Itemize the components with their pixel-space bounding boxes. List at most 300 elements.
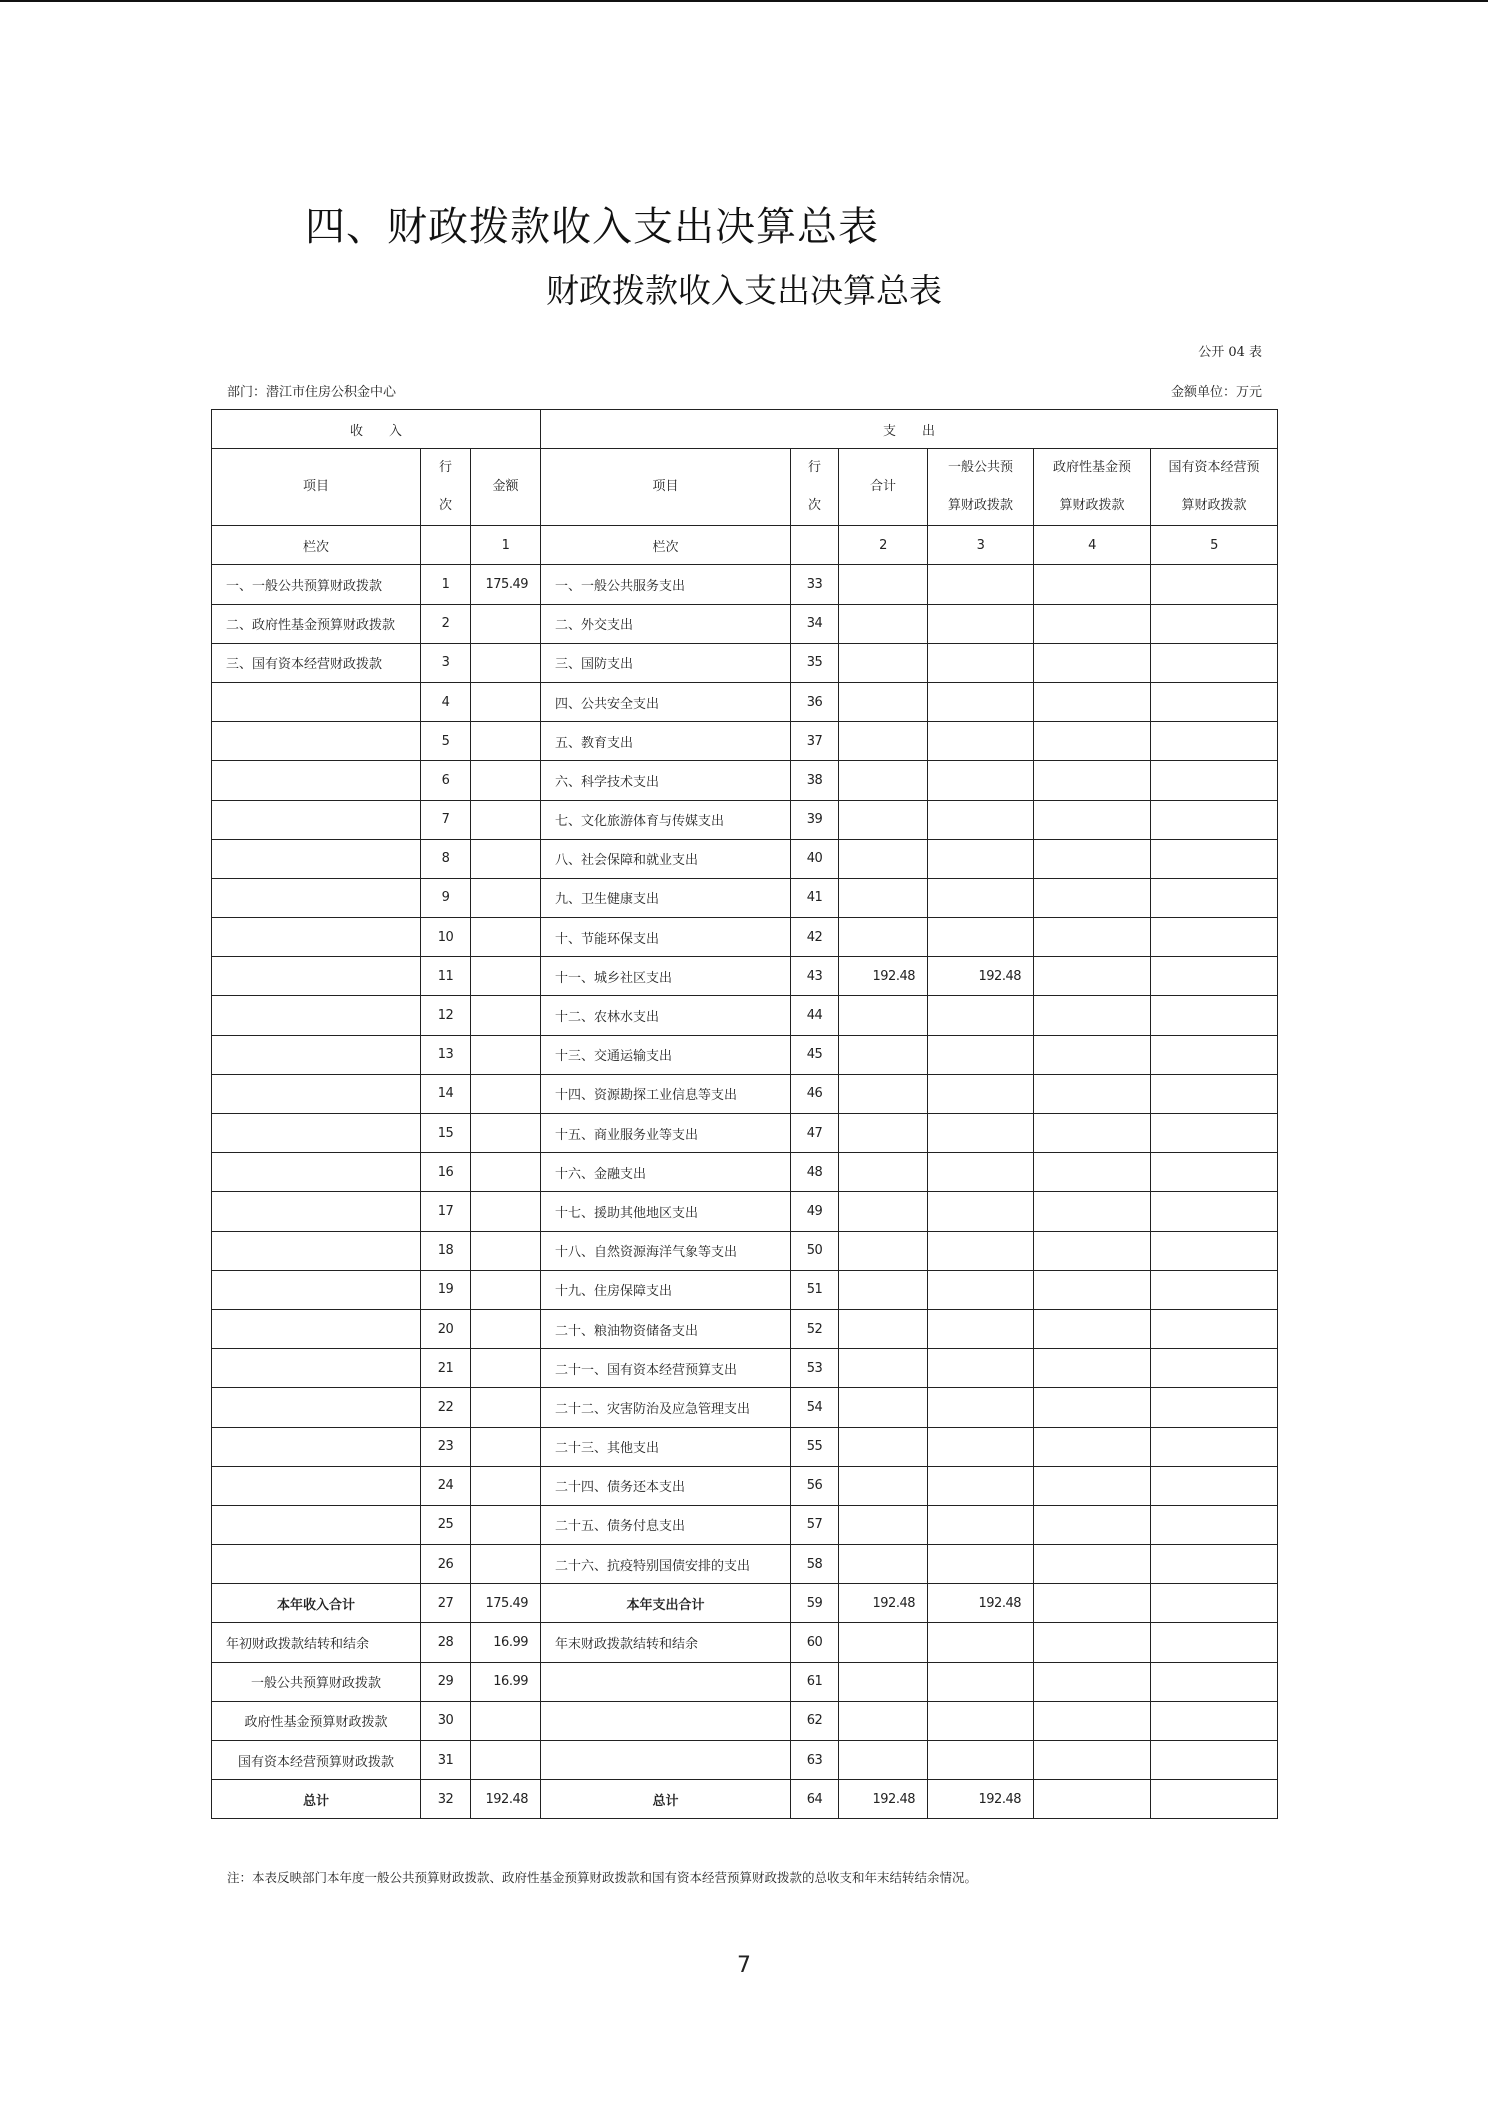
table-row xyxy=(212,565,1278,604)
grand-total-c4 xyxy=(1034,1780,1151,1819)
income-row-no: 14 xyxy=(421,1074,471,1113)
expense-item: 九、卫生健康支出 xyxy=(541,878,791,917)
table-row xyxy=(212,643,1278,682)
income-row-no: 12 xyxy=(421,996,471,1035)
income-header: 收 入 xyxy=(212,410,541,449)
expense-soe xyxy=(1151,565,1278,604)
unit-label: 金额单位：万元 xyxy=(1170,385,1262,400)
carry-income-row-no: 29 xyxy=(421,1662,471,1701)
expense-fund xyxy=(1034,1427,1151,1466)
expense-row-no: 40 xyxy=(791,839,839,878)
carry-expense-c2 xyxy=(839,1623,928,1662)
expense-total-header: 合计 xyxy=(839,449,928,526)
expense-general xyxy=(928,722,1034,761)
expense-item: 十、节能环保支出 xyxy=(541,918,791,957)
table-note: 注：本表反映部门本年度一般公共预算财政拨款、政府性基金预算财政拨款和国有资本经营预算财政拨款的总收支和年末结转结余情况。 xyxy=(227,1870,978,1885)
table-row xyxy=(212,1074,1278,1113)
income-item: 一、一般公共预算财政拨款 xyxy=(212,565,421,604)
table-title-text: 财政拨款收入支出决算总表 xyxy=(546,271,942,310)
grand-total-expense-row-no: 64 xyxy=(791,1780,839,1819)
expense-item: 一、一般公共服务支出 xyxy=(541,565,791,604)
expense-row-no: 53 xyxy=(791,1349,839,1388)
expense-total-c3: 192.48 xyxy=(928,1584,1034,1623)
income-total-row-no: 27 xyxy=(421,1584,471,1623)
expense-row-no: 44 xyxy=(791,996,839,1035)
carry-income-amount: 16.99 xyxy=(471,1623,541,1662)
grand-total-income-amount: 192.48 xyxy=(471,1780,541,1819)
soe-top: 国有资本经营预 xyxy=(1168,460,1260,476)
table-row xyxy=(212,1505,1278,1544)
expense-item-header: 项目 xyxy=(541,449,791,526)
section-title: 四、财政拨款收入支出决算总表 xyxy=(305,204,879,250)
income-item: 三、国有资本经营财政拨款 xyxy=(212,643,421,682)
expense-row-no: 58 xyxy=(791,1545,839,1584)
expense-total xyxy=(839,761,928,800)
expense-soe xyxy=(1151,1270,1278,1309)
table-row xyxy=(212,1427,1278,1466)
expense-general: 192.48 xyxy=(928,957,1034,996)
income-item xyxy=(212,839,421,878)
expense-row-no: 38 xyxy=(791,761,839,800)
table-row xyxy=(212,761,1278,800)
expense-row-no: 34 xyxy=(791,604,839,643)
income-item xyxy=(212,1505,421,1544)
income-row-no: 13 xyxy=(421,1035,471,1074)
carry-income-item: 年初财政拨款结转和结余 xyxy=(212,1623,421,1662)
expense-item: 十一、城乡社区支出 xyxy=(541,957,791,996)
income-item xyxy=(212,1074,421,1113)
expense-total xyxy=(839,722,928,761)
expense-soe xyxy=(1151,1231,1278,1270)
expense-row-no: 55 xyxy=(791,1427,839,1466)
income-item xyxy=(212,1114,421,1153)
income-amount xyxy=(471,682,541,721)
income-row-no: 2 xyxy=(421,604,471,643)
fund-budget-header xyxy=(1034,449,1151,526)
income-item xyxy=(212,1192,421,1231)
carry-income-amount xyxy=(471,1741,541,1780)
expense-item: 十八、自然资源海洋气象等支出 xyxy=(541,1231,791,1270)
row-no-top: 行 xyxy=(438,460,452,476)
expense-total xyxy=(839,1309,928,1348)
expense-item: 二十五、债务付息支出 xyxy=(541,1505,791,1544)
expense-fund xyxy=(1034,1466,1151,1505)
income-row-no: 1 xyxy=(421,565,471,604)
expense-item: 二十、粮油物资储备支出 xyxy=(541,1309,791,1348)
income-item xyxy=(212,996,421,1035)
expense-item: 二十三、其他支出 xyxy=(541,1427,791,1466)
expense-general xyxy=(928,878,1034,917)
expense-general xyxy=(928,918,1034,957)
expense-row-no: 37 xyxy=(791,722,839,761)
expense-total xyxy=(839,918,928,957)
expense-soe xyxy=(1151,1035,1278,1074)
expense-total xyxy=(839,643,928,682)
grand-total-c3: 192.48 xyxy=(928,1780,1034,1819)
expense-general xyxy=(928,682,1034,721)
carry-expense-item xyxy=(541,1662,791,1701)
expense-general xyxy=(928,1035,1034,1074)
expense-general xyxy=(928,996,1034,1035)
table-row xyxy=(212,682,1278,721)
carry-expense-c5 xyxy=(1151,1701,1278,1740)
income-amount xyxy=(471,1388,541,1427)
income-amount xyxy=(471,604,541,643)
carry-expense-c3 xyxy=(928,1741,1034,1780)
expense-total xyxy=(839,1427,928,1466)
expense-soe xyxy=(1151,1427,1278,1466)
expense-soe xyxy=(1151,761,1278,800)
carry-expense-c4 xyxy=(1034,1701,1151,1740)
expense-total xyxy=(839,682,928,721)
income-amount xyxy=(471,1309,541,1348)
table-row xyxy=(212,1584,1278,1623)
expense-item: 二十四、债务还本支出 xyxy=(541,1466,791,1505)
expense-general xyxy=(928,1309,1034,1348)
expense-fund xyxy=(1034,918,1151,957)
row-no-bottom: 次 xyxy=(438,498,452,514)
table-row xyxy=(212,1545,1278,1584)
expense-row-no: 33 xyxy=(791,565,839,604)
income-row-no: 6 xyxy=(421,761,471,800)
expense-general xyxy=(928,565,1034,604)
expense-total xyxy=(839,1349,928,1388)
income-amount: 175.49 xyxy=(471,565,541,604)
carry-expense-item xyxy=(541,1701,791,1740)
expense-total-c5 xyxy=(1151,1584,1278,1623)
table-row xyxy=(212,839,1278,878)
expense-general xyxy=(928,761,1034,800)
income-amount-header: 金额 xyxy=(471,449,541,526)
income-amount xyxy=(471,1349,541,1388)
expense-soe xyxy=(1151,1153,1278,1192)
table-row xyxy=(212,1466,1278,1505)
income-row-no: 17 xyxy=(421,1192,471,1231)
table-row xyxy=(212,1780,1278,1819)
expense-total xyxy=(839,800,928,839)
expense-fund xyxy=(1034,1114,1151,1153)
expense-fund xyxy=(1034,1349,1151,1388)
table-row xyxy=(212,918,1278,957)
expense-item: 十四、资源勘探工业信息等支出 xyxy=(541,1074,791,1113)
expense-row-no: 57 xyxy=(791,1505,839,1544)
carry-expense-c2 xyxy=(839,1701,928,1740)
expense-fund xyxy=(1034,1388,1151,1427)
expense-header: 支 出 xyxy=(541,410,1278,449)
income-row-no: 26 xyxy=(421,1545,471,1584)
income-amount xyxy=(471,1545,541,1584)
expense-row-no: 52 xyxy=(791,1309,839,1348)
expense-fund xyxy=(1034,1545,1151,1584)
col-index-5: 5 xyxy=(1151,526,1278,565)
income-row-no: 5 xyxy=(421,722,471,761)
grand-total-c5 xyxy=(1151,1780,1278,1819)
expense-soe xyxy=(1151,722,1278,761)
expense-fund xyxy=(1034,604,1151,643)
expense-fund xyxy=(1034,1153,1151,1192)
income-amount xyxy=(471,1192,541,1231)
expense-row-no: 46 xyxy=(791,1074,839,1113)
expense-total xyxy=(839,1466,928,1505)
expense-fund xyxy=(1034,565,1151,604)
income-amount xyxy=(471,1074,541,1113)
carry-expense-c4 xyxy=(1034,1623,1151,1662)
expense-fund xyxy=(1034,722,1151,761)
expense-row-no: 39 xyxy=(791,800,839,839)
expense-general xyxy=(928,1270,1034,1309)
carry-expense-row-no: 61 xyxy=(791,1662,839,1701)
expense-row-no: 35 xyxy=(791,643,839,682)
expense-soe xyxy=(1151,1074,1278,1113)
expense-item: 五、教育支出 xyxy=(541,722,791,761)
expense-soe xyxy=(1151,604,1278,643)
expense-total-row-no: 59 xyxy=(791,1584,839,1623)
expense-row-no-header xyxy=(791,449,839,526)
expense-general xyxy=(928,839,1034,878)
table-row xyxy=(212,604,1278,643)
income-amount xyxy=(471,1231,541,1270)
income-amount xyxy=(471,643,541,682)
expense-soe xyxy=(1151,878,1278,917)
expense-fund xyxy=(1034,839,1151,878)
soe-budget-header xyxy=(1151,449,1278,526)
income-row-no: 21 xyxy=(421,1349,471,1388)
income-amount xyxy=(471,1270,541,1309)
expense-total xyxy=(839,604,928,643)
income-amount xyxy=(471,1427,541,1466)
table-title xyxy=(0,265,1488,312)
row-no-top: 行 xyxy=(807,460,821,476)
table-row xyxy=(212,1662,1278,1701)
income-row-no: 18 xyxy=(421,1231,471,1270)
col-index-1: 1 xyxy=(471,526,541,565)
income-item xyxy=(212,1309,421,1348)
income-item xyxy=(212,1427,421,1466)
expense-fund xyxy=(1034,682,1151,721)
expense-row-no: 48 xyxy=(791,1153,839,1192)
expense-item: 四、公共安全支出 xyxy=(541,682,791,721)
expense-fund xyxy=(1034,1192,1151,1231)
general-budget-header xyxy=(928,449,1034,526)
expense-item: 二、外交支出 xyxy=(541,604,791,643)
expense-item: 十五、商业服务业等支出 xyxy=(541,1114,791,1153)
carry-income-item: 政府性基金预算财政拨款 xyxy=(212,1701,421,1740)
income-item xyxy=(212,761,421,800)
general-top: 一般公共预 xyxy=(947,460,1013,476)
income-row-no: 8 xyxy=(421,839,471,878)
expense-fund xyxy=(1034,1270,1151,1309)
col-blank xyxy=(791,526,839,565)
expense-row-no: 50 xyxy=(791,1231,839,1270)
expense-item: 十二、农林水支出 xyxy=(541,996,791,1035)
expense-row-no: 47 xyxy=(791,1114,839,1153)
table-row xyxy=(212,1153,1278,1192)
expense-total xyxy=(839,1153,928,1192)
expense-general xyxy=(928,643,1034,682)
income-item xyxy=(212,800,421,839)
carry-income-row-no: 28 xyxy=(421,1623,471,1662)
expense-fund xyxy=(1034,800,1151,839)
expense-fund xyxy=(1034,1309,1151,1348)
expense-soe xyxy=(1151,1309,1278,1348)
expense-total xyxy=(839,1231,928,1270)
col-blank xyxy=(421,526,471,565)
expense-soe xyxy=(1151,1192,1278,1231)
income-row-no: 16 xyxy=(421,1153,471,1192)
expense-fund xyxy=(1034,996,1151,1035)
grand-total-income-row-no: 32 xyxy=(421,1780,471,1819)
table-row xyxy=(212,1741,1278,1780)
table-row xyxy=(212,1309,1278,1348)
income-amount xyxy=(471,996,541,1035)
expense-item: 十九、住房保障支出 xyxy=(541,1270,791,1309)
income-item xyxy=(212,1466,421,1505)
income-row-no: 23 xyxy=(421,1427,471,1466)
expense-general xyxy=(928,800,1034,839)
income-amount xyxy=(471,1153,541,1192)
carry-expense-c2 xyxy=(839,1662,928,1701)
grand-total-c2: 192.48 xyxy=(839,1780,928,1819)
carry-income-row-no: 30 xyxy=(421,1701,471,1740)
expense-total xyxy=(839,1505,928,1544)
income-item xyxy=(212,957,421,996)
expense-soe xyxy=(1151,1349,1278,1388)
form-code: 公开 04 表 xyxy=(1198,345,1262,360)
table-row xyxy=(212,1701,1278,1740)
income-total-label: 本年收入合计 xyxy=(212,1584,421,1623)
expense-general xyxy=(928,1114,1034,1153)
expense-soe xyxy=(1151,1466,1278,1505)
income-item xyxy=(212,918,421,957)
fund-bottom: 算财政拨款 xyxy=(1059,498,1125,514)
income-amount xyxy=(471,878,541,917)
expense-total xyxy=(839,839,928,878)
expense-total xyxy=(839,565,928,604)
income-row-no: 9 xyxy=(421,878,471,917)
income-amount xyxy=(471,1114,541,1153)
expense-item: 六、科学技术支出 xyxy=(541,761,791,800)
expense-soe xyxy=(1151,682,1278,721)
expense-row-no: 36 xyxy=(791,682,839,721)
income-amount xyxy=(471,1035,541,1074)
budget-summary-table xyxy=(211,409,1278,1819)
income-row-no: 3 xyxy=(421,643,471,682)
col-index-2: 2 xyxy=(839,526,928,565)
carry-expense-row-no: 63 xyxy=(791,1741,839,1780)
carry-income-amount: 16.99 xyxy=(471,1662,541,1701)
expense-row-no: 49 xyxy=(791,1192,839,1231)
expense-item: 二十一、国有资本经营预算支出 xyxy=(541,1349,791,1388)
page-top-border xyxy=(0,0,1488,2)
expense-item: 八、社会保障和就业支出 xyxy=(541,839,791,878)
expense-total-c4 xyxy=(1034,1584,1151,1623)
table-row xyxy=(212,1349,1278,1388)
expense-item: 二十二、灾害防治及应急管理支出 xyxy=(541,1388,791,1427)
table-row xyxy=(212,996,1278,1035)
carry-expense-row-no: 60 xyxy=(791,1623,839,1662)
income-amount xyxy=(471,1505,541,1544)
carry-expense-item xyxy=(541,1741,791,1780)
expense-total xyxy=(839,1035,928,1074)
expense-item: 十三、交通运输支出 xyxy=(541,1035,791,1074)
table-row xyxy=(212,1035,1278,1074)
income-amount xyxy=(471,957,541,996)
carry-income-item: 一般公共预算财政拨款 xyxy=(212,1662,421,1701)
general-bottom: 算财政拨款 xyxy=(947,498,1013,514)
table-row xyxy=(212,722,1278,761)
expense-total xyxy=(839,1270,928,1309)
carry-expense-c5 xyxy=(1151,1741,1278,1780)
table-row xyxy=(212,1192,1278,1231)
table-row xyxy=(212,878,1278,917)
expense-total xyxy=(839,878,928,917)
expense-total xyxy=(839,1192,928,1231)
col-index-3: 3 xyxy=(928,526,1034,565)
expense-fund xyxy=(1034,643,1151,682)
expense-item: 十六、金融支出 xyxy=(541,1153,791,1192)
expense-general xyxy=(928,1427,1034,1466)
row-no-bottom: 次 xyxy=(807,498,821,514)
expense-item: 十七、援助其他地区支出 xyxy=(541,1192,791,1231)
expense-total: 192.48 xyxy=(839,957,928,996)
expense-fund xyxy=(1034,1074,1151,1113)
expense-total xyxy=(839,996,928,1035)
expense-soe xyxy=(1151,996,1278,1035)
table-row xyxy=(212,1114,1278,1153)
department-label: 部门：潜江市住房公积金中心 xyxy=(227,385,397,400)
expense-total-c2: 192.48 xyxy=(839,1584,928,1623)
income-row-no: 7 xyxy=(421,800,471,839)
income-item-header: 项目 xyxy=(212,449,421,526)
expense-general xyxy=(928,1074,1034,1113)
expense-row-no: 51 xyxy=(791,1270,839,1309)
expense-soe xyxy=(1151,1388,1278,1427)
expense-row-no: 41 xyxy=(791,878,839,917)
col-index-4: 4 xyxy=(1034,526,1151,565)
expense-total xyxy=(839,1074,928,1113)
income-item xyxy=(212,1388,421,1427)
carry-expense-c3 xyxy=(928,1662,1034,1701)
income-item: 二、政府性基金预算财政拨款 xyxy=(212,604,421,643)
carry-expense-c2 xyxy=(839,1741,928,1780)
expense-general xyxy=(928,1545,1034,1584)
carry-expense-c4 xyxy=(1034,1662,1151,1701)
carry-income-item: 国有资本经营预算财政拨款 xyxy=(212,1741,421,1780)
income-amount xyxy=(471,839,541,878)
carry-expense-c3 xyxy=(928,1701,1034,1740)
expense-soe xyxy=(1151,643,1278,682)
expense-general xyxy=(928,1466,1034,1505)
carry-expense-c5 xyxy=(1151,1623,1278,1662)
income-item xyxy=(212,878,421,917)
expense-general xyxy=(928,1192,1034,1231)
carry-income-row-no: 31 xyxy=(421,1741,471,1780)
expense-total xyxy=(839,1114,928,1153)
income-amount xyxy=(471,761,541,800)
expense-row-no: 45 xyxy=(791,1035,839,1074)
income-amount xyxy=(471,1466,541,1505)
expense-general xyxy=(928,1153,1034,1192)
carry-expense-c3 xyxy=(928,1623,1034,1662)
income-item xyxy=(212,1270,421,1309)
expense-general xyxy=(928,1505,1034,1544)
expense-row-no: 43 xyxy=(791,957,839,996)
expense-fund xyxy=(1034,957,1151,996)
soe-bottom: 算财政拨款 xyxy=(1181,498,1247,514)
income-item xyxy=(212,1035,421,1074)
table-row xyxy=(212,1623,1278,1662)
income-amount xyxy=(471,800,541,839)
